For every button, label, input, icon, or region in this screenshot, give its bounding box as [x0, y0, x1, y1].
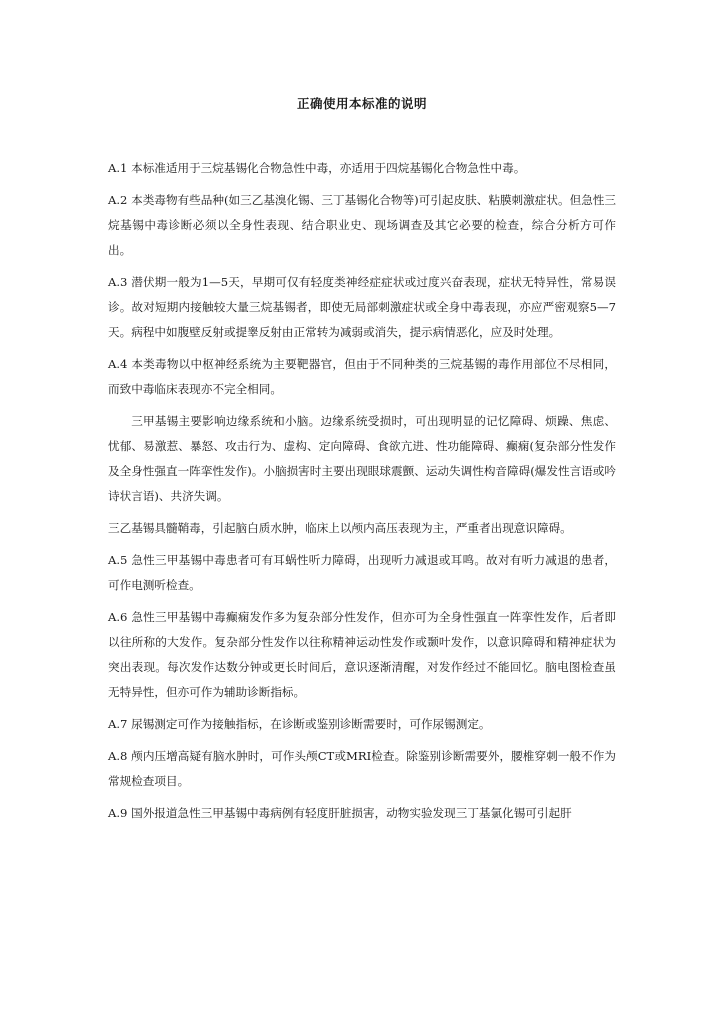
paragraph-a4: A.4 本类毒物以中枢神经系统为主要靶器官，但由于不同种类的三烷基锡的毒作用部位不尽相同，而致中毒临床表现亦不完全相同。 [108, 357, 616, 396]
paragraph-a1: A.1 本标准适用于三烷基锡化合物急性中毒，亦适用于四烷基锡化合物急性中毒。 [108, 161, 526, 175]
paragraph-trimethyltin: 三甲基锡主要影响边缘系统和小脑。边缘系统受损时，可出现明显的记忆障碍、烦躁、焦虑、忧郁、易激惹、暴怒、攻击行为、虚构、定向障碍、食欲亢进、性功能障碍、癫痫(复杂部分性发作及全身性强直一阵挛性发作)。小脑损害时主要出现眼球震颤、运动失调性构音障碍(爆发性言语或吟诗状言语)、共济失调。 [108, 414, 616, 503]
paragraph-a2: A.2 本类毒物有些品种(如三乙基溴化锡、三丁基锡化合物等)可引起皮肤、粘膜刺激症状。但急性三烷基锡中毒诊断必须以全身性表现、结合职业史、现场调查及其它必要的检查，综合分析方可作出。 [108, 193, 616, 257]
page-title: 正确使用本标准的说明 [296, 96, 427, 111]
paragraph-a5: A.5 急性三甲基锡中毒患者可有耳蜗性听力障碍，出现听力减退或耳鸣。故对有听力减退的患者，可作电测听检查。 [108, 553, 616, 592]
paragraph-a9: A.9 国外报道急性三甲基锡中毒病例有轻度肝脏损害，动物实验发现三丁基氯化锡可引起肝 [108, 806, 572, 820]
paragraph-a6: A.6 急性三甲基锡中毒癫痫发作多为复杂部分性发作，但亦可为全身性强直一阵挛性发作，后者即以往所称的大发作。复杂部分性发作以往称精神运动性发作或颞叶发作，以意识障碍和精神症状为突出表现。每次发作达数分钟或更长时间后，意识逐渐清醒，对发作经过不能回忆。脑电图检查虽无特异性，但亦可作为辅助诊断指标。 [108, 610, 616, 699]
document-body [108, 156, 616, 833]
paragraph-a3: A.3 潜伏期一般为1—5天，早期可仅有轻度类神经症症状或过度兴奋表现，症状无特异性，常易误诊。故对短期内接触较大量三烷基锡者，即使无局部刺激症状或全身中毒表现，亦应严密观察5—7天。病程中如腹壁反射或提睾反射由正常转为减弱或消失，提示病情恶化，应及时处理。 [108, 275, 616, 339]
paragraph-a7: A.7 尿锡测定可作为接触指标，在诊断或鉴别诊断需要时，可作尿锡测定。 [108, 717, 491, 731]
paragraph-a8: A.8 颅内压增高疑有脑水肿时，可作头颅CT或MRI检查。除鉴别诊断需要外，腰椎穿刺一般不作为常规检查项目。 [108, 749, 616, 788]
paragraph-triethyltin: 三乙基锡具髓鞘毒，引起脑白质水肿，临床上以颅内高压表现为主，严重者出现意识障碍。 [108, 521, 572, 535]
